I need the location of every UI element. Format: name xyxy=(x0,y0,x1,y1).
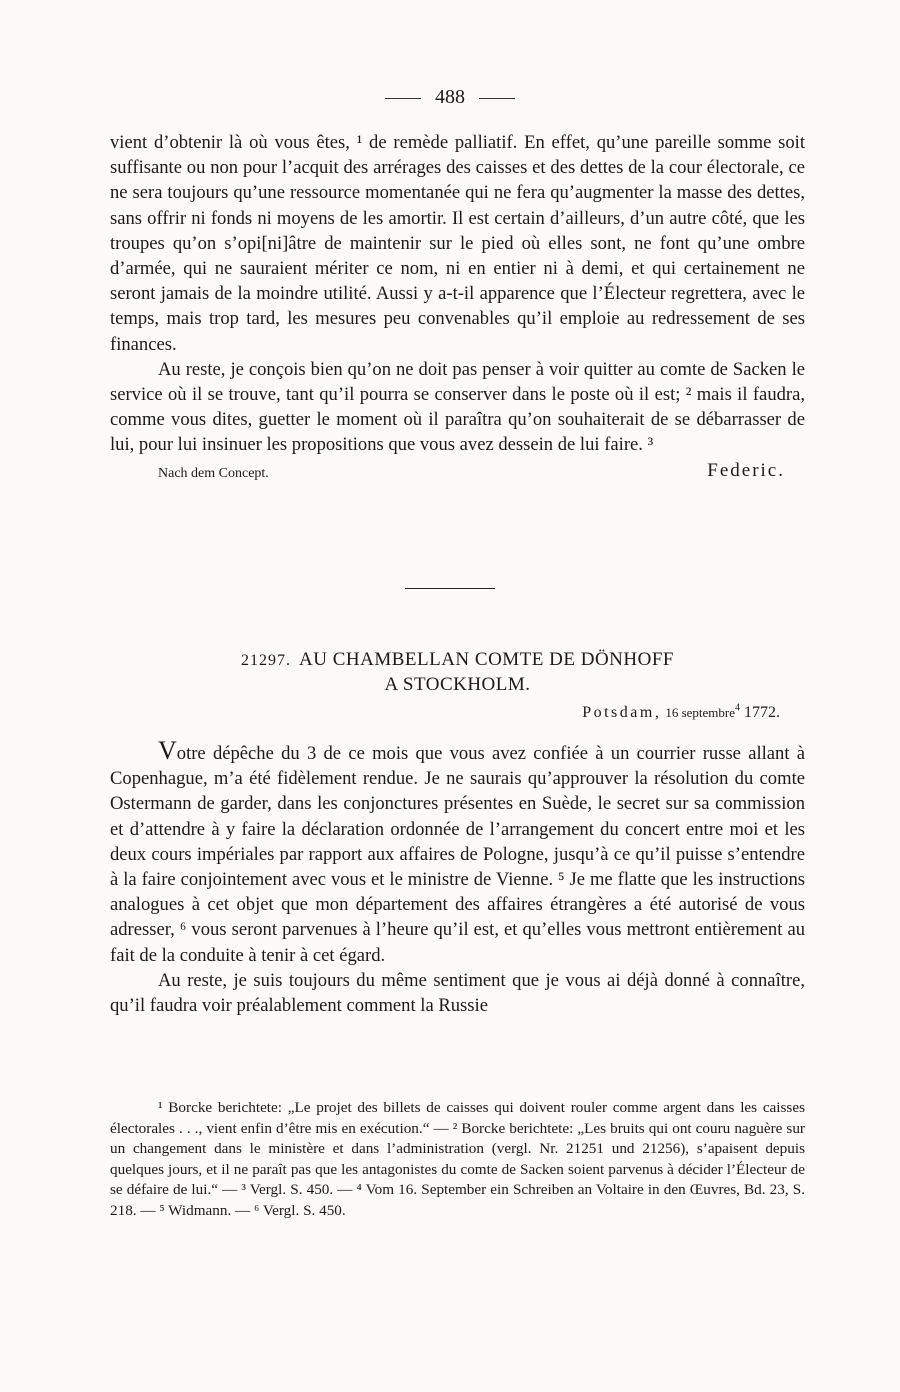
page-number-rule-left xyxy=(385,98,421,99)
letter-paragraph-1-text: otre dépêche du 3 de ce mois que vous avez confiée à un courrier russe allant à Copenhague, m’a été fidèlement rendue. Je ne saurais qu’approuver la résolution du comte Ostermann de garder, dans les conjonctures présentes en Suède, le secret sur sa commission et d’attendre à y faire la déclaration ordonnée de l’arrangement du concert entre moi et les deux cours impériales par rapport aux affaires de Pologne, jusqu’à ce qu’il puisse s’entendre à la faire conjointement avec vous et le ministre de Vienne. ⁵ Je me flatte que les instructions analogues à cet objet que mon département des affaires étrangères a été autorisé de vous adresser, ⁶ vous seront parvenues à l’heure qu’il est, et qu’elles vous mettront entièrement au fait de la conduite à tenir à cet égard. xyxy=(110,743,805,966)
letter-heading-line-1 xyxy=(110,648,805,673)
letter-body xyxy=(110,738,805,1018)
footnotes xyxy=(110,1098,805,1221)
section-divider xyxy=(405,588,495,589)
letter-number: 21297. xyxy=(241,652,292,669)
page-number-value: 488 xyxy=(435,86,465,108)
signature: Federic. xyxy=(707,459,785,481)
letter-addressee: AU CHAMBELLAN COMTE DE DÖNHOFF xyxy=(299,649,674,670)
letter-paragraph-2: Au reste, je suis toujours du même sentiment que je vous ai déjà donné à connaître, qu’il faudra voir préalablement comment la Russie xyxy=(110,969,805,1017)
page-number-rule-right xyxy=(479,98,515,99)
previous-letter-paragraph-1: vient d’obtenir là où vous êtes, ¹ de remède palliatif. En effet, qu’une pareille somme soit suffisante ou non pour l’acquit des arrérages des caisses et des dettes de la cour électorale, ce ne sera toujours qu’une ressource momentanée qui ne fera qu’augmenter la masse des dettes, sans offrir ni fonds ni moyens de les amortir. Il est certain d’ailleurs, d’un autre côté, que les troupes qu’on s’opi[ni]âtre de maintenir sur le pied où elles sont, ne font qu’une ombre d’armée, qui ne sauraient mériter ce nom, ni en entier ni à demi, et qui certainement ne seront jamais de la moindre utilité. Aussi y a-t-il apparence que l’Électeur regrettera, avec le temps, mais trop tard, les mesures peu convenables qu’il emploie au redressement de ses finances. xyxy=(110,132,805,355)
letter-heading xyxy=(110,648,805,697)
previous-letter-end xyxy=(110,130,805,492)
footnotes-text: ¹ Borcke berichtete: „Le projet des billets de caisses qui doivent rouler comme argent dans les caisses électorales . . ., vient enfin d’être mis en exécution.“ — ² Borcke berichtete: „Les bruits qui ont couru naguère sur un changement dans le ministère et dans l’administration (vergl. Nr. 21251 und 21256), s’apaisent depuis quelques jours, et il ne paraît pas que les antagonistes du comte de Sacken soient parvenus à décider l’Électeur de se défaire de lui.“ — ³ Vergl. S. 450. — ⁴ Vom 16. September ein Schreiben an Voltaire in den Œuvres, Bd. 23, S. 218. — ⁵ Widmann. — ⁶ Vergl. S. 450. xyxy=(110,1099,805,1219)
previous-letter-body xyxy=(110,130,805,458)
dateline-year: 1772. xyxy=(744,704,780,721)
letter-heading-line-2: A STOCKHOLM. xyxy=(384,674,531,695)
dateline-place: Potsdam, xyxy=(582,704,662,721)
previous-letter-paragraph-2: Au reste, je conçois bien qu’on ne doit pas penser à voir quitter au comte de Sacken le service où il se trouve, tant qu’il pourra se conserver dans le poste où il est; ² mais il faudra, comme vous dites, guetter le moment où il paraîtra qu’on souhaiterait de se débarrasser de lui, pour lui insinuer les propositions que vous avez dessein de lui faire. ³ xyxy=(110,358,805,456)
dateline xyxy=(582,704,780,722)
page-number xyxy=(0,86,900,109)
drop-cap: V xyxy=(158,736,177,765)
letter-paragraph-1 xyxy=(110,738,805,968)
dateline-date: 16 septembre xyxy=(665,705,735,720)
dateline-footnote-ref: 4 xyxy=(735,702,740,714)
signature-row xyxy=(110,458,805,492)
source-note: Nach dem Concept. xyxy=(158,465,269,481)
